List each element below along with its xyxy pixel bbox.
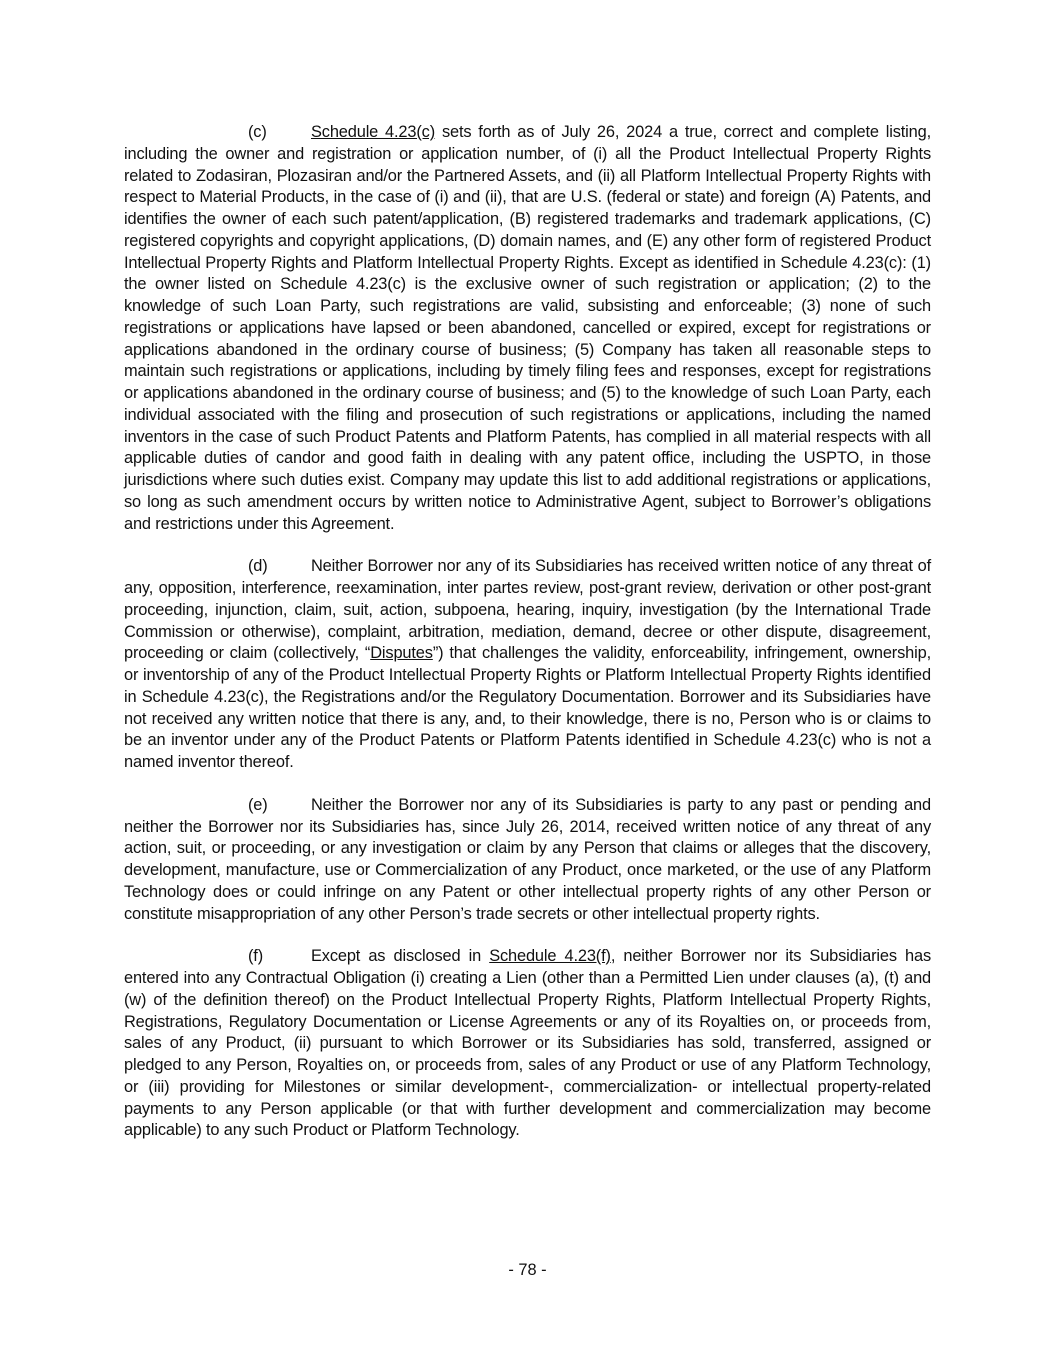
schedule-reference: Schedule 4.23(f) xyxy=(489,947,611,966)
paragraph-text: , neither Borrower nor its Subsidiaries has entered into any Contractual Obligation (i) creating a Lien (other than a Permitted Lien under clauses (a), (t) and (w) of the definition thereof) on the Product Intellectual Property Rights, Platform Intellectual Property Rights, Registrations, Regulatory Documentation or License Agreements or any of its Royalties on, or proceeds from, sales of any Product, (ii) pursuant to which Borrower or its Subsidiaries has sold, transferred, assigned or pledged to any Person, Royalties on, or proceeds from, sales of any Product or use of any Platform Technology, or (iii) providing for Milestones or similar development-, commercialization- or intellectual property-related payments to any Person applicable (or that with further development and commercialization may become applicable) to any such Product or Platform Technology. xyxy=(124,947,932,1140)
defined-term: Disputes xyxy=(370,644,433,663)
paragraph-label: (f) xyxy=(248,947,264,966)
schedule-reference: Schedule 4.23(c) xyxy=(311,123,436,141)
paragraph-text: Neither Borrower nor any of its Subsidiaries has received written notice of any threat of any, opposition, interference, reexamination, inter partes review, post-grant review, derivation or other post-grant proceeding, injunction, claim, suit, action, subpoena, hearing, inquiry, investigation (by the International Trade Commission or otherwise), complaint, arbitration, mediation, demand, decree or other dispute, disagreement, proceeding or claim (collectively, “ xyxy=(124,557,931,663)
paragraph-label: (e) xyxy=(248,795,268,814)
paragraph-d xyxy=(124,556,931,774)
paragraph-label: (c) xyxy=(248,123,267,141)
paragraph-c xyxy=(124,122,931,535)
page-number: - 78 - xyxy=(508,1261,547,1279)
paragraph-text: Except as disclosed in xyxy=(311,947,490,966)
paragraph-f xyxy=(124,946,931,1142)
paragraph-text: ”) that challenges the validity, enforceability, infringement, ownership, or inventorship of any of the Product Intellectual Property Rights or Platform Intellectual Property Rights identified in Schedule 4.23(c), the Registrations and/or the Regulatory Documentation. Borrower and its Subsidiaries have not received any written notice that there is any, and, to their knowledge, there is no, Person who is or claims to be an inventor under any of the Product Patents or Platform Patents identified in Schedule 4.23(c) who is not a named inventor thereof. xyxy=(124,644,931,771)
paragraph-text: sets forth as of July 26, 2024 a true, correct and complete listing, including the owner and registration or application number, of (i) all the Product Intellectual Property Rights related to Zodasiran, Plozasiran and/or the Partnered Assets, and (ii) all Platform Intellectual Property Rights with respect to Material Products, in the case of (i) and (ii), that are U.S. (federal or state) and foreign (A) Patents, and identifies the owner of each such patent/application, (B) registered trademarks and trademark applications, (C) registered copyrights and copyright applications, (D) domain names, and (E) any other form of registered Product Intellectual Property Rights and Platform Intellectual Property Rights. Except as identified in Schedule 4.23(c): (1) the owner listed on Schedule 4.23(c) is the exclusive owner of such registration or application; (2) to the knowledge of such Loan Party, such registrations are valid, subsisting and enforceable; (3) none of such registrations or applications have lapsed or been abandoned, cancelled or expired, except for registrations or applications abandoned in the ordinary course of business; (5) Company has taken all reasonable steps to maintain such registrations or applications, including by timely filing fees and responses, except for registrations or applications abandoned in the ordinary course of business; and (5) to the knowledge of such Loan Party, each individual associated with the filing and prosecution of such registrations or applications, including the named inventors in the case of such Product Patents and Platform Patents, has complied in all material respects with all applicable duties of candor and good faith in dealing with any patent office, including the USPTO, in those jurisdictions where such duties exist. Company may update this list to add additional registrations or applications, so long as such amendment occurs by written notice to Administrative Agent, subject to Borrower’s obligations and restrictions under this Agreement. xyxy=(124,123,932,533)
paragraph-text: Neither the Borrower nor any of its Subsidiaries is party to any past or pending and neither the Borrower nor its Subsidiaries has, since July 26, 2014, received written notice of any threat of any action, suit, or proceeding, or any investigation or claim by any Person that claims or alleges that the discovery, development, manufacture, use or Commercialization of any Product, once marketed, or the use of any Platform Technology does or could infringe on any Patent or other intellectual property rights of any other Person or constitute misappropriation of any other Person’s trade secrets or other intellectual property rights. xyxy=(124,795,931,923)
document-body xyxy=(124,122,931,1163)
paragraph-e xyxy=(124,795,931,926)
paragraph-label: (d) xyxy=(248,557,268,576)
